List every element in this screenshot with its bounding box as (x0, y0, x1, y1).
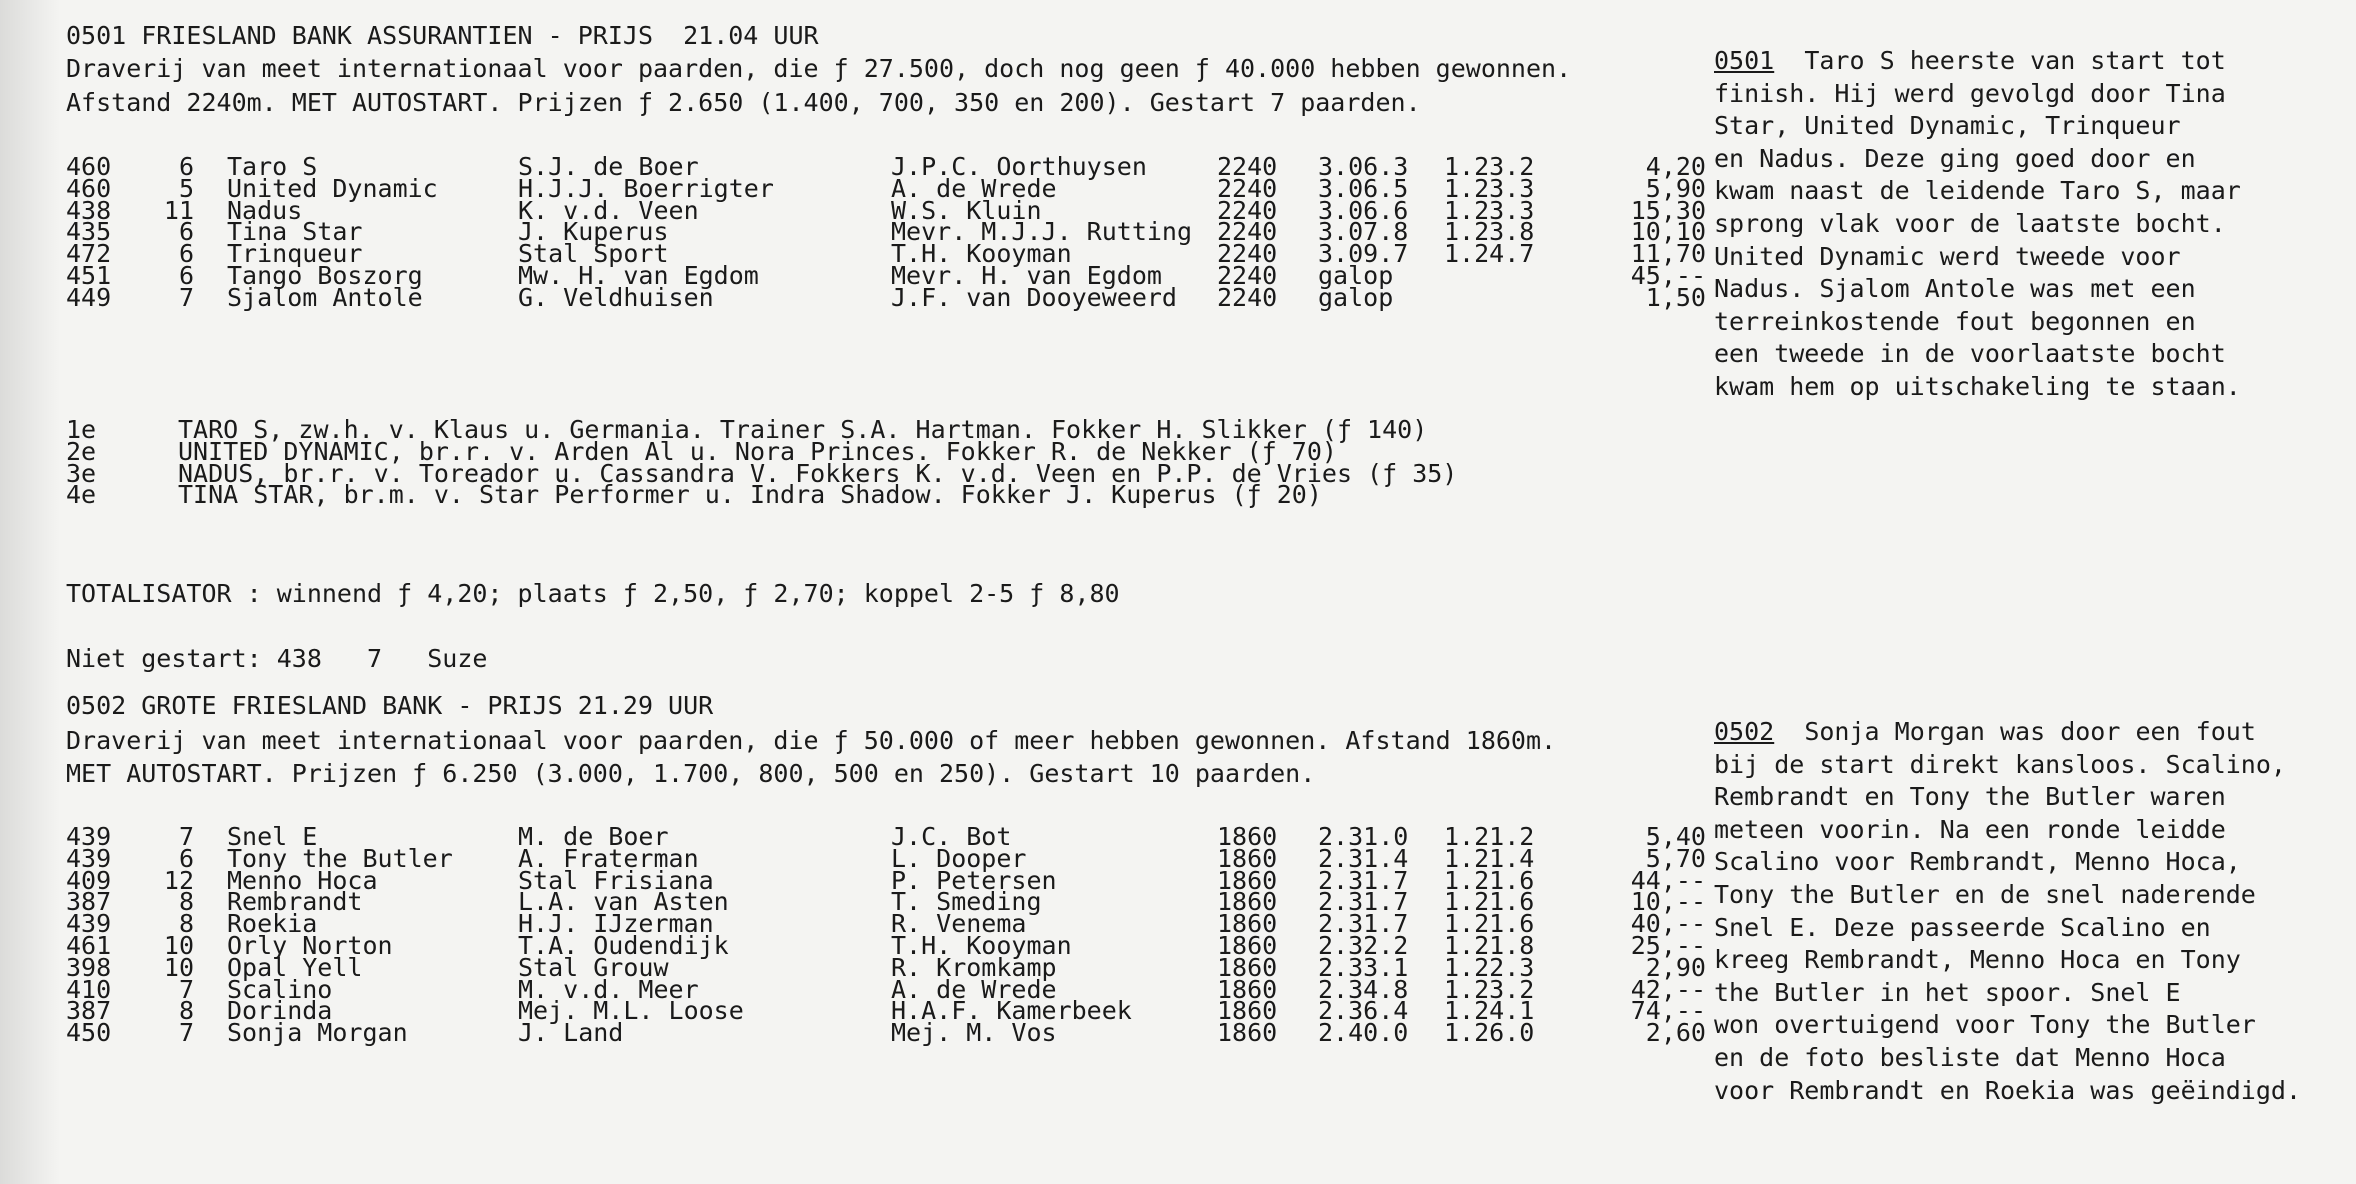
comment-line: won overtuigend voor Tony the Butler (1714, 1010, 2256, 1040)
race-time: 3.09.7 (1318, 239, 1409, 269)
horse-name: Menno Hoca (227, 865, 378, 895)
start-number: 435 (66, 217, 112, 247)
comment-line: United Dynamic werd tweede voor (1714, 241, 2181, 271)
comment-line: Snel E. Deze passeerde Scalino en (1714, 912, 2211, 942)
distance: 2240 (1217, 282, 1278, 312)
comment-line: een tweede in de voorlaatste bocht (1714, 339, 2226, 369)
driver-name: W.S. Kluin (891, 195, 1042, 225)
placing-rank: 4e (66, 480, 97, 510)
comment-line: Sonja Morgan was door een fout (1789, 717, 2256, 746)
result-row (66, 282, 1716, 314)
race-time: 3.06.3 (1318, 152, 1409, 181)
odds: 5,70 (1645, 843, 1706, 873)
horse-name: Sjalom Antole (227, 282, 423, 312)
horse-age: 8 (178, 887, 194, 917)
start-number: 461 (66, 931, 112, 960)
owner-name: Stal Sport (518, 239, 669, 269)
driver-name: A. de Wrede (891, 974, 1057, 1004)
km-time: 1.23.3 (1444, 173, 1535, 203)
horse-name: Rembrandt (227, 887, 363, 917)
race-time: galop (1318, 261, 1394, 290)
owner-name: M. de Boer (518, 822, 669, 851)
race2-commentary (1714, 716, 2354, 1107)
owner-name: H.J.J. Boerrigter (518, 173, 774, 203)
horse-name: Opal Yell (227, 952, 363, 982)
result-row (66, 1017, 1716, 1049)
horse-name: Sonja Morgan (227, 1018, 408, 1048)
race-time: 2.34.8 (1318, 974, 1409, 1004)
horse-name: Orly Norton (227, 931, 393, 960)
comment-line: kwam naast de leidende Taro S, maar (1714, 176, 2241, 206)
comment-line: en Nadus. Deze ging goed door en (1714, 143, 2196, 173)
comment-line: bij de start direkt kansloos. Scalino, (1714, 749, 2286, 779)
distance: 1860 (1217, 974, 1278, 1004)
odds: 25,-- (1630, 931, 1706, 960)
comment-line: the Butler in het spoor. Snel E (1714, 977, 2181, 1007)
horse-name: Roekia (227, 909, 318, 939)
placing-rank: 3e (66, 458, 97, 488)
placing-description: TARO S, zw.h. v. Klaus u. Germania. Trainer S.A. Hartman. Fokker H. Slikker (ƒ 140) (178, 415, 1428, 444)
race-time: 2.31.7 (1318, 865, 1409, 895)
horse-name: Taro S (227, 152, 318, 181)
placing-description: TINA STAR, br.m. v. Star Performer u. Indra Shadow. Fokker J. Kuperus (ƒ 20) (178, 480, 1322, 510)
odds: 1,50 (1645, 282, 1706, 312)
distance: 1860 (1217, 822, 1278, 851)
owner-name: G. Veldhuisen (518, 282, 714, 312)
owner-name: H.J. IJzerman (518, 909, 714, 939)
horse-name: Dorinda (227, 996, 333, 1026)
distance: 1860 (1217, 952, 1278, 982)
placing-description: NADUS, br.r. v. Toreador u. Cassandra V. Fokkers K. v.d. Veen en P.P. de Vries (ƒ 35) (178, 458, 1458, 488)
driver-name: R. Kromkamp (891, 952, 1057, 982)
odds: 44,-- (1630, 865, 1706, 895)
owner-name: L.A. van Asten (518, 887, 729, 917)
odds: 2,90 (1645, 952, 1706, 982)
odds: 2,60 (1645, 1018, 1706, 1048)
race-time: 2.36.4 (1318, 996, 1409, 1026)
km-time: 1.23.8 (1444, 217, 1535, 247)
driver-name: H.A.F. Kamerbeek (891, 996, 1132, 1026)
horse-name: Nadus (227, 195, 303, 225)
owner-name: Stal Grouw (518, 952, 669, 982)
km-time: 1.22.3 (1444, 952, 1535, 982)
start-number: 451 (66, 261, 112, 290)
driver-name: T.H. Kooyman (891, 931, 1072, 960)
owner-name: S.J. de Boer (518, 152, 699, 181)
owner-name: Stal Frisiana (518, 865, 714, 895)
km-time: 1.21.4 (1444, 843, 1535, 873)
start-number: 439 (66, 909, 112, 939)
race-time: 2.32.2 (1318, 931, 1409, 960)
km-time: 1.23.3 (1444, 195, 1535, 225)
comment-line: Taro S heerste van start tot (1789, 46, 2226, 75)
horse-name: Tango Boszorg (227, 261, 423, 290)
race2-description-line1: Draverij van meet internationaal voor paarden, die ƒ 50.000 of meer hebben gewonnen. Afstand 1860m. (66, 726, 1557, 755)
race-time: 2.31.7 (1318, 887, 1409, 917)
start-number: 387 (66, 887, 112, 917)
comment-line: kreeg Rembrandt, Menno Hoca en Tony (1714, 945, 2241, 975)
owner-name: M. v.d. Meer (518, 974, 699, 1004)
race-time: 2.33.1 (1318, 952, 1409, 982)
horse-age: 7 (178, 822, 194, 851)
horse-age: 12 (163, 865, 194, 895)
horse-age: 8 (178, 996, 194, 1026)
race-time: 2.31.7 (1318, 909, 1409, 939)
horse-age: 6 (178, 843, 194, 873)
scan-edge-shadow (0, 0, 60, 1184)
driver-name: Mej. M. Vos (891, 1018, 1057, 1048)
odds: 4,20 (1645, 152, 1706, 181)
race2-description-line2: MET AUTOSTART. Prijzen ƒ 6.250 (3.000, 1.700, 800, 500 en 250). Gestart 10 paarden. (66, 759, 1316, 788)
owner-name: J. Kuperus (518, 217, 669, 247)
comment-line: meteen voorin. Na een ronde leidde (1714, 814, 2226, 844)
comment-line: Rembrandt en Tony the Butler waren (1714, 782, 2226, 812)
distance: 1860 (1217, 1018, 1278, 1048)
horse-age: 6 (178, 239, 194, 269)
distance: 2240 (1217, 195, 1278, 225)
placing-description: UNITED DYNAMIC, br.r. v. Arden Al u. Nora Princes. Fokker R. de Nekker (ƒ 70) (178, 436, 1337, 466)
owner-name: Mw. H. van Egdom (518, 261, 759, 290)
horse-age: 10 (163, 952, 194, 982)
km-time: 1.23.2 (1444, 974, 1535, 1004)
owner-name: Mej. M.L. Loose (518, 996, 744, 1026)
placing-rank: 2e (66, 436, 97, 466)
comment-line: en de foto besliste dat Menno Hoca (1714, 1042, 2226, 1072)
driver-name: J.P.C. Oorthuysen (891, 152, 1147, 181)
comment-line: terreinkostende fout begonnen en (1714, 306, 2196, 336)
placing-row (66, 479, 1566, 511)
race1-description-line1: Draverij van meet internationaal voor paarden, die ƒ 27.500, doch nog geen ƒ 40.000 hebben gewonnen. (66, 54, 1572, 83)
race1-comment-ref: 0501 (1714, 46, 1775, 75)
race1-not-started: Niet gestart: 438 7 Suze (66, 644, 488, 673)
race-time: 2.31.4 (1318, 843, 1409, 873)
horse-age: 10 (163, 931, 194, 960)
distance: 2240 (1217, 173, 1278, 203)
comment-line: Nadus. Sjalom Antole was met een (1714, 274, 2196, 304)
distance: 1860 (1217, 843, 1278, 873)
horse-age: 5 (178, 173, 194, 203)
horse-age: 6 (178, 261, 194, 290)
horse-age: 7 (178, 974, 194, 1004)
km-time: 1.21.6 (1444, 865, 1535, 895)
start-number: 449 (66, 282, 112, 312)
start-number: 450 (66, 1018, 112, 1048)
race1-description-line2: Afstand 2240m. MET AUTOSTART. Prijzen ƒ 2.650 (1.400, 700, 350 en 200). Gestart 7 paarden. (66, 88, 1421, 117)
distance: 1860 (1217, 865, 1278, 895)
race2-comment-ref: 0502 (1714, 717, 1775, 746)
driver-name: J.F. van Dooyeweerd (891, 282, 1177, 312)
horse-name: Tony the Butler (227, 843, 453, 873)
start-number: 460 (66, 152, 112, 181)
odds: 15,30 (1630, 195, 1706, 225)
start-number: 439 (66, 843, 112, 873)
driver-name: R. Venema (891, 909, 1027, 939)
driver-name: T.H. Kooyman (891, 239, 1072, 269)
race2-title: 0502 GROTE FRIESLAND BANK - PRIJS 21.29 UUR (66, 691, 714, 720)
horse-name: Tina Star (227, 217, 363, 247)
race1-title: 0501 FRIESLAND BANK ASSURANTIEN - PRIJS 21.04 UUR (66, 21, 819, 50)
owner-name: A. Fraterman (518, 843, 699, 873)
horse-age: 6 (178, 152, 194, 181)
distance: 1860 (1217, 887, 1278, 917)
distance: 2240 (1217, 239, 1278, 269)
driver-name: L. Dooper (891, 843, 1027, 873)
odds: 10,-- (1630, 887, 1706, 917)
race-time: 2.40.0 (1318, 1018, 1409, 1048)
odds: 74,-- (1630, 996, 1706, 1026)
distance: 2240 (1217, 261, 1278, 290)
start-number: 472 (66, 239, 112, 269)
distance: 2240 (1217, 217, 1278, 247)
start-number: 398 (66, 952, 112, 982)
driver-name: Mevr. H. van Egdom (891, 261, 1162, 290)
horse-age: 6 (178, 217, 194, 247)
driver-name: A. de Wrede (891, 173, 1057, 203)
km-time: 1.21.2 (1444, 822, 1535, 851)
odds: 11,70 (1630, 239, 1706, 269)
race-time: galop (1318, 282, 1394, 312)
comment-line: sprong vlak voor de laatste bocht. (1714, 208, 2226, 238)
km-time: 1.21.6 (1444, 887, 1535, 917)
horse-name: Trinqueur (227, 239, 363, 269)
km-time: 1.24.7 (1444, 239, 1535, 269)
comment-line: Star, United Dynamic, Trinqueur (1714, 111, 2181, 141)
distance: 1860 (1217, 909, 1278, 939)
horse-age: 7 (178, 282, 194, 312)
driver-name: T. Smeding (891, 887, 1042, 917)
km-time: 1.21.8 (1444, 931, 1535, 960)
km-time: 1.26.0 (1444, 1018, 1535, 1048)
start-number: 439 (66, 822, 112, 851)
km-time: 1.23.2 (1444, 152, 1535, 181)
start-number: 460 (66, 173, 112, 203)
odds: 40,-- (1630, 909, 1706, 939)
km-time: 1.24.1 (1444, 996, 1535, 1026)
horse-age: 7 (178, 1018, 194, 1048)
odds: 10,10 (1630, 217, 1706, 247)
distance: 2240 (1217, 152, 1278, 181)
odds: 42,-- (1630, 974, 1706, 1004)
km-time: 1.21.6 (1444, 909, 1535, 939)
placing-rank: 1e (66, 415, 97, 444)
race-time: 3.06.6 (1318, 195, 1409, 225)
driver-name: P. Petersen (891, 865, 1057, 895)
driver-name: J.C. Bot (891, 822, 1012, 851)
horse-age: 8 (178, 909, 194, 939)
owner-name: K. v.d. Veen (518, 195, 699, 225)
horse-name: Snel E (227, 822, 318, 851)
comment-line: finish. Hij werd gevolgd door Tina (1714, 78, 2226, 108)
odds: 5,40 (1645, 822, 1706, 851)
start-number: 410 (66, 974, 112, 1004)
driver-name: Mevr. M.J.J. Rutting (891, 217, 1193, 247)
comment-line: Scalino voor Rembrandt, Menno Hoca, (1714, 847, 2241, 877)
race1-totalisator: TOTALISATOR : winnend ƒ 4,20; plaats ƒ 2,50, ƒ 2,70; koppel 2-5 ƒ 8,80 (66, 579, 1120, 608)
start-number: 409 (66, 865, 112, 895)
race-time: 3.07.8 (1318, 217, 1409, 247)
race-time: 3.06.5 (1318, 173, 1409, 203)
comment-line: Tony the Butler en de snel naderende (1714, 879, 2256, 909)
comment-line: kwam hem op uitschakeling te staan. (1714, 371, 2241, 401)
start-number: 438 (66, 195, 112, 225)
distance: 1860 (1217, 996, 1278, 1026)
start-number: 387 (66, 996, 112, 1026)
owner-name: T.A. Oudendijk (518, 931, 729, 960)
owner-name: J. Land (518, 1018, 624, 1048)
comment-line: voor Rembrandt en Roekia was geëindigd. (1714, 1075, 2301, 1105)
distance: 1860 (1217, 931, 1278, 960)
horse-name: Scalino (227, 974, 333, 1004)
horse-age: 11 (163, 195, 194, 225)
race1-commentary (1714, 45, 2354, 404)
horse-name: United Dynamic (227, 173, 438, 203)
odds: 45,-- (1630, 261, 1706, 290)
odds: 5,90 (1645, 173, 1706, 203)
race-time: 2.31.0 (1318, 822, 1409, 851)
